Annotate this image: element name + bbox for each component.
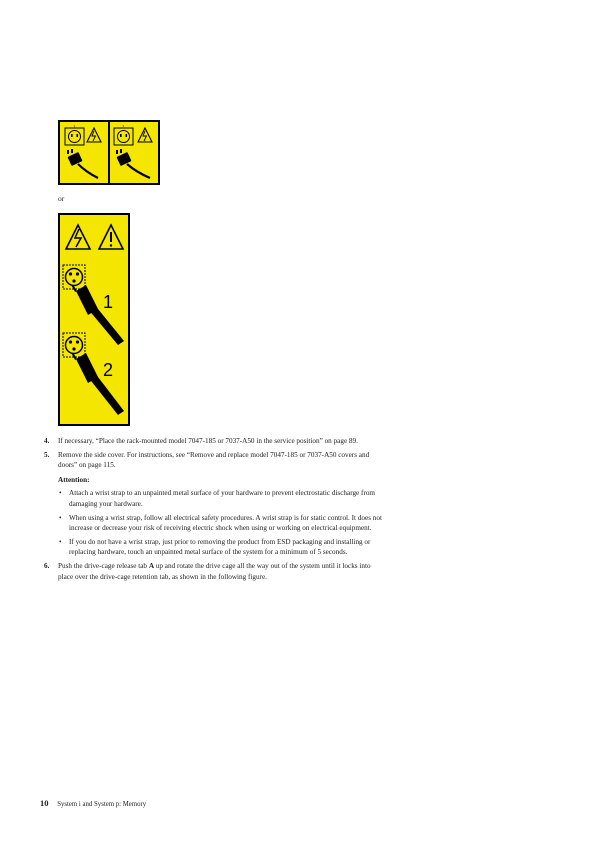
page-number: 10 <box>40 798 49 808</box>
cord-number-2: 2 <box>122 124 125 129</box>
cord-number-1: 1 <box>73 124 76 129</box>
footer-title: System i and System p: Memory <box>57 801 147 808</box>
page-footer <box>40 798 146 808</box>
step-text: Push the drive-cage release tab <box>58 561 148 570</box>
power-cord-safety-label-two-cords <box>58 120 160 185</box>
attention-bullet: • If you do not have a wrist strap, just prior to removing the product from ESD packaging and installing or replacing hardware, touch an unpainted metal surface of the system for a minimum of 5 seconds. <box>58 537 385 558</box>
step-text-continued: up and rotate the drive cage all the way out of the system until it locks into place over the drive-cage retention tab, as shown in the following figure. <box>58 561 371 581</box>
step-number: 6. <box>44 561 50 570</box>
power-cord-safety-label-tall <box>58 213 130 426</box>
attention-bullet: • Attach a wrist strap to an unpainted metal surface of your hardware to prevent electrostatic discharge from damaging your hardware. <box>58 488 385 509</box>
step-text: If necessary, “Place the rack-mounted model 7047-185 or 7037-A50 in the service position” on page 89. <box>58 437 358 445</box>
tab-letter: A <box>148 561 155 570</box>
procedure-steps <box>40 436 385 585</box>
attention-list <box>58 488 385 558</box>
step-6 <box>40 561 385 582</box>
step-5 <box>40 450 385 558</box>
step-4 <box>40 436 385 447</box>
step-number: 4. <box>44 437 50 445</box>
or-separator: or <box>58 194 65 203</box>
attention-bullet: • When using a wrist strap, follow all electrical safety procedures. A wrist strap is for static control. It does not increase or decrease your risk of receiving electric shock when using or working on electrical equipment. <box>58 513 385 534</box>
step-text: Remove the side cover. For instructions, see “Remove and replace model 7047-185 or 7037-A50 covers and doors” on page 115. <box>58 450 370 470</box>
step-number: 5. <box>44 450 50 459</box>
attention-heading: Attention: <box>58 475 90 484</box>
plug-number-2: 2 <box>103 360 114 380</box>
plug-number-1: 1 <box>103 292 114 312</box>
